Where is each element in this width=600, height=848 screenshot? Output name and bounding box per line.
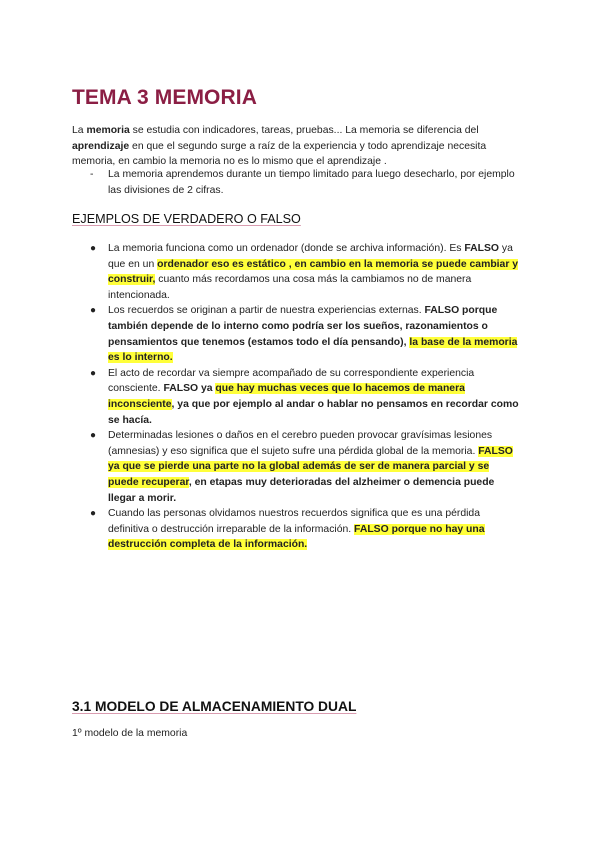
intro-bold-memoria: memoria xyxy=(86,125,130,136)
item-text: Determinadas lesiones o daños en el cerebro pueden provocar gravísimas lesiones (amnesias) y eso significa que el sujeto sufre una pérdida global de la memoria. xyxy=(108,430,493,457)
item-text: Los recuerdos se originan a partir de nuestra experiencias externas. xyxy=(108,305,425,317)
intro-text-3: en que el segundo surge a raíz de la experiencia y todo aprendizaje necesita memoria, en cambio la memoria no es lo mismo que el aprendizaje . xyxy=(72,140,487,168)
item-highlight: ordenador eso es estático , en cambio en la memoria se puede cambiar y construir, xyxy=(108,258,519,286)
section-heading-examples: EJEMPLOS DE VERDADERO O FALSO xyxy=(72,212,301,226)
item-text: La memoria funciona como un ordenador (donde se archiva información). Es xyxy=(108,243,465,254)
bullet-marker: ● xyxy=(90,508,97,520)
intro-text-1: La xyxy=(72,125,87,136)
list-item xyxy=(90,366,520,428)
dash-list-item xyxy=(90,167,520,198)
bullet-marker: ● xyxy=(90,430,97,442)
list-item xyxy=(90,428,520,506)
section-heading-dual-model: 3.1 MODELO DE ALMACENAMIENTO DUAL xyxy=(72,699,357,714)
intro-bold-aprendizaje: aprendizaje xyxy=(72,140,130,152)
true-false-list xyxy=(90,241,520,553)
intro-text-2: se estudia con indicadores, tareas, pruebas... La memoria se diferencia del xyxy=(129,125,479,136)
item-bold: FALSO ya xyxy=(163,383,216,395)
dash-marker: - xyxy=(90,169,94,180)
dash-item-text: La memoria aprendemos durante un tiempo limitado para luego desecharlo, por ejemplo las divisiones de 2 cifras. xyxy=(108,169,515,196)
page-title: TEMA 3 MEMORIA xyxy=(72,86,257,109)
item-bold: FALSO porque también depende de lo interno como podría ser los sueños, razonamientos o pensamientos que tenemos (estamos todo el día pensando), xyxy=(108,305,498,348)
item-bold: , en etapas muy deterioradas del alzheimer o demencia puede llegar a morir. xyxy=(108,476,495,504)
item-text: ya que en un xyxy=(108,243,513,270)
intro-paragraph xyxy=(72,123,532,170)
item-highlight: FALSO porque no hay una destrucción completa de la información. xyxy=(108,523,485,551)
item-text: El acto de recordar va siempre acompañado de su correspondiente experiencia consciente. xyxy=(108,367,475,395)
item-bold: , ya que por ejemplo al andar o hablar no pensamos en recordar como se hacía. xyxy=(108,398,519,426)
item-text: cuanto más recordamos una cosa más la cambiamos no de manera intencionada. xyxy=(108,274,472,301)
list-item xyxy=(90,241,520,303)
item-highlight: FALSO ya que se pierde una parte no la global además de ser de manera parcial y se puede recuperar xyxy=(108,445,513,488)
bullet-marker: ● xyxy=(90,305,97,317)
list-item xyxy=(90,506,520,553)
item-highlight: que hay muchas veces que lo hacemos de manera inconsciente xyxy=(108,383,465,410)
item-bold: FALSO xyxy=(464,243,499,254)
list-item xyxy=(90,303,520,365)
item-highlight: la base de la memoria es lo interno. xyxy=(108,336,518,364)
bullet-marker: ● xyxy=(90,243,97,254)
item-text: Cuando las personas olvidamos nuestros recuerdos significa que es una pérdida definitiva o destrucción irreparable de la información. xyxy=(108,508,480,535)
bullet-marker: ● xyxy=(90,367,97,379)
section-subtext: 1º modelo de la memoria xyxy=(72,728,188,739)
